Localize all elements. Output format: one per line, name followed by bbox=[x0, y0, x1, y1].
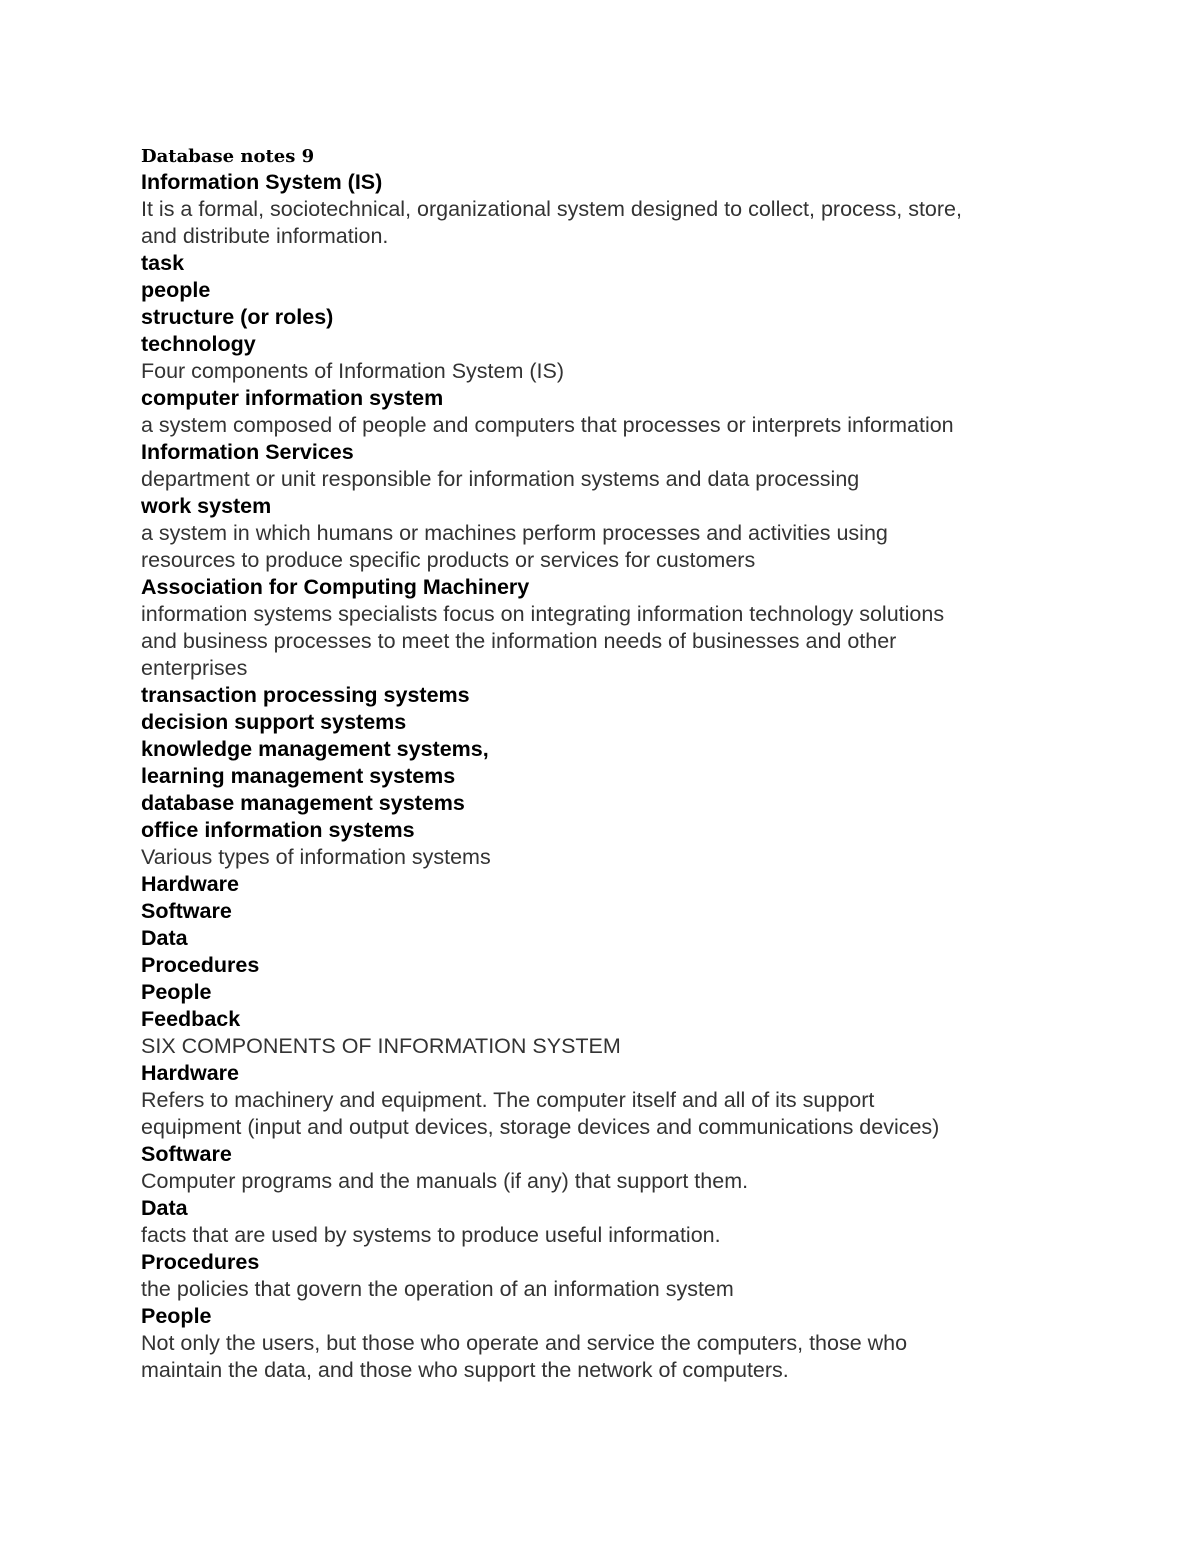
definition-text: a system composed of people and computers that processes or interprets information bbox=[141, 413, 954, 437]
definition-text: department or unit responsible for information systems and data processing bbox=[141, 467, 860, 491]
definition-text: information systems specialists focus on integrating information technology solutions bbox=[141, 602, 945, 626]
term-heading: People bbox=[141, 1304, 212, 1328]
definition-text: a system in which humans or machines perform processes and activities using bbox=[141, 521, 888, 545]
term-heading: Association for Computing Machinery bbox=[141, 575, 530, 599]
term-heading: Procedures bbox=[141, 1250, 260, 1274]
definition-text: maintain the data, and those who support the network of computers. bbox=[141, 1358, 789, 1382]
definition-text: facts that are used by systems to produce useful information. bbox=[141, 1223, 721, 1247]
document-page bbox=[141, 145, 1061, 1384]
term-heading: people bbox=[141, 278, 211, 302]
term-heading: task bbox=[141, 251, 185, 275]
definition-text: It is a formal, sociotechnical, organizational system designed to collect, process, store, bbox=[141, 197, 962, 221]
definition-text: the policies that govern the operation of an information system bbox=[141, 1277, 734, 1301]
term-heading: office information systems bbox=[141, 818, 415, 842]
definition-text: and business processes to meet the information needs of businesses and other bbox=[141, 629, 897, 653]
definition-text: equipment (input and output devices, storage devices and communications devices) bbox=[141, 1115, 940, 1139]
definition-text: Refers to machinery and equipment. The computer itself and all of its support bbox=[141, 1088, 875, 1112]
document-title: Database notes 9 bbox=[141, 146, 315, 167]
definition-text: Not only the users, but those who operate and service the computers, those who bbox=[141, 1331, 908, 1355]
definition-text: and distribute information. bbox=[141, 224, 389, 248]
definition-text: SIX COMPONENTS OF INFORMATION SYSTEM bbox=[141, 1034, 621, 1058]
term-heading: database management systems bbox=[141, 791, 465, 815]
document-body bbox=[141, 169, 1061, 1384]
term-heading: technology bbox=[141, 332, 256, 356]
term-heading: Data bbox=[141, 1196, 188, 1220]
definition-text: Computer programs and the manuals (if any) that support them. bbox=[141, 1169, 749, 1193]
term-heading: knowledge management systems, bbox=[141, 737, 489, 761]
definition-text: Various types of information systems bbox=[141, 845, 491, 869]
term-heading: computer information system bbox=[141, 386, 444, 410]
definition-text: resources to produce specific products or services for customers bbox=[141, 548, 756, 572]
term-heading: work system bbox=[141, 494, 272, 518]
term-heading: Hardware bbox=[141, 1061, 239, 1085]
definition-text: Four components of Information System (IS) bbox=[141, 359, 564, 383]
term-heading: Feedback bbox=[141, 1007, 241, 1031]
term-heading: structure (or roles) bbox=[141, 305, 334, 329]
term-heading: learning management systems bbox=[141, 764, 456, 788]
term-heading: Software bbox=[141, 1142, 232, 1166]
definition-text: enterprises bbox=[141, 656, 248, 680]
term-heading: decision support systems bbox=[141, 710, 407, 734]
term-heading: transaction processing systems bbox=[141, 683, 470, 707]
term-heading: Information System (IS) bbox=[141, 170, 383, 194]
term-heading: Software bbox=[141, 899, 232, 923]
term-heading: Data bbox=[141, 926, 188, 950]
term-heading: People bbox=[141, 980, 212, 1004]
term-heading: Procedures bbox=[141, 953, 260, 977]
term-heading: Hardware bbox=[141, 872, 239, 896]
term-heading: Information Services bbox=[141, 440, 354, 464]
